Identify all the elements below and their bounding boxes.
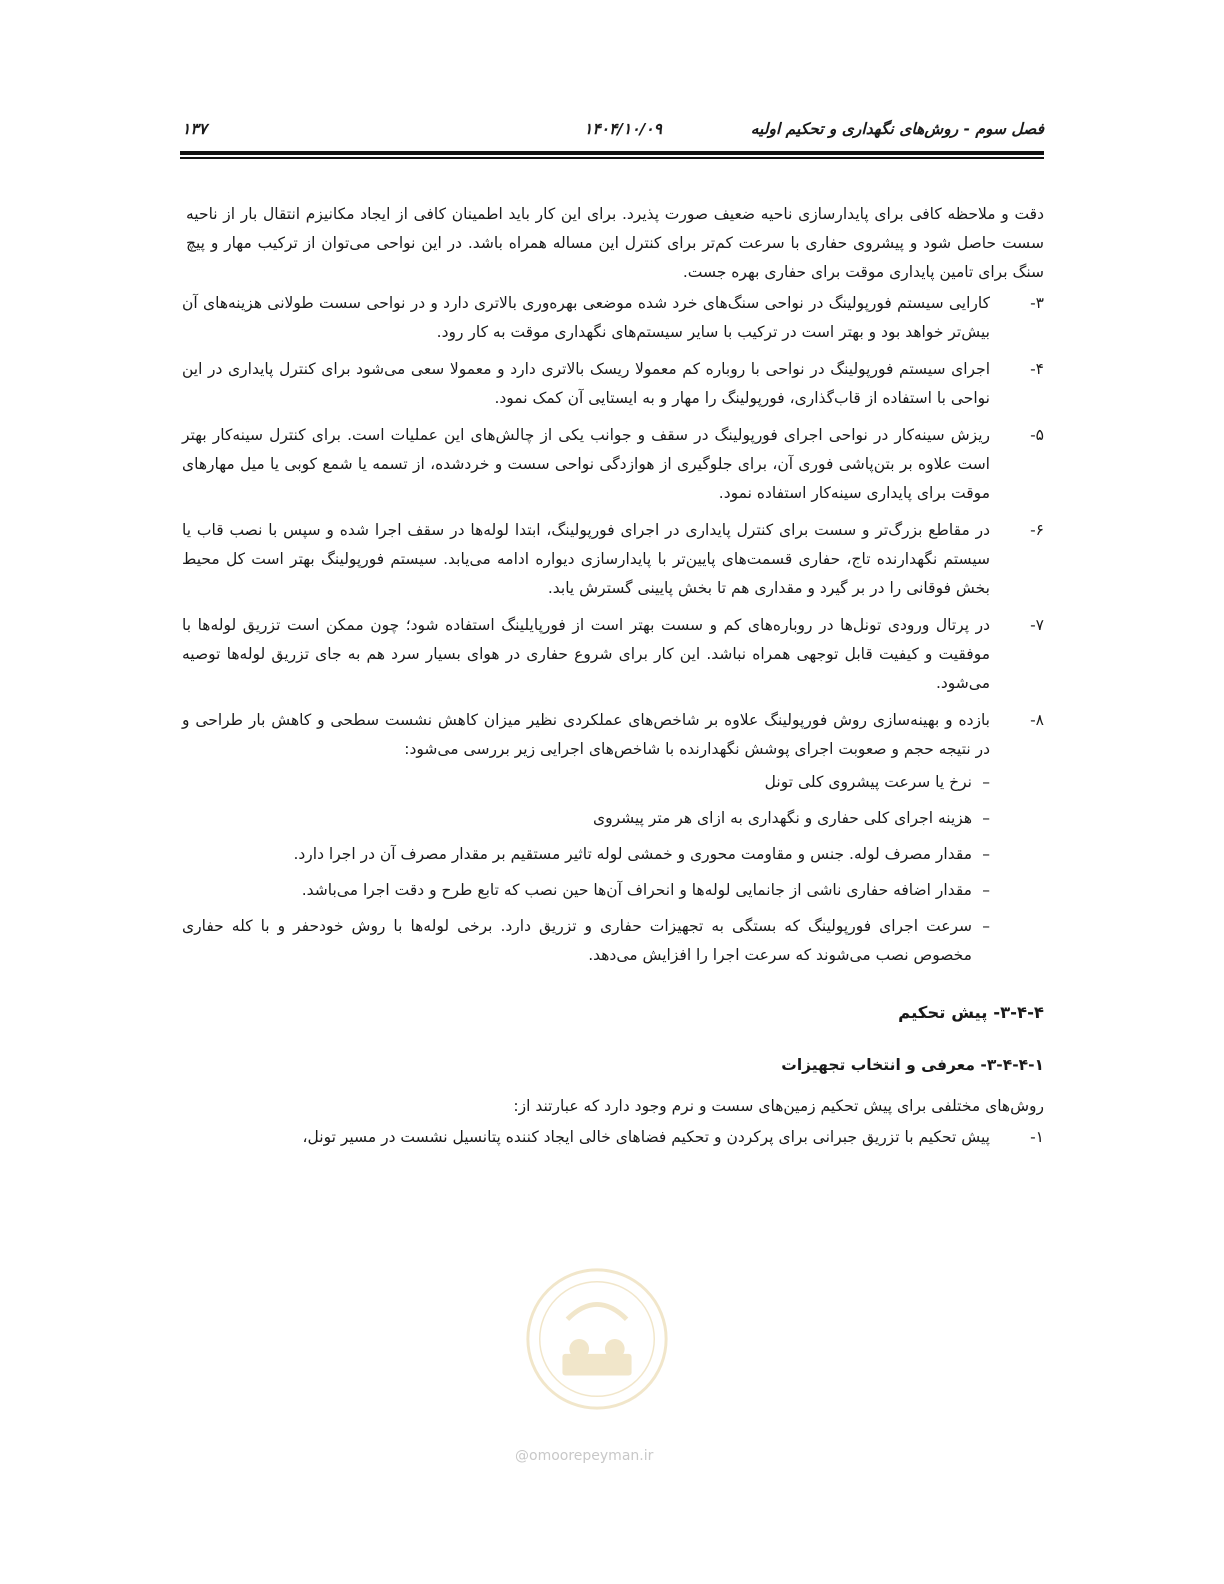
list-item <box>182 516 1044 603</box>
dash-list <box>182 768 1044 970</box>
intro-paragraph: دقت و ملاحظه کافی برای پایدارسازی ناحیه ضعیف صورت پذیرد. برای این کار باید اطمینان کافی از ایجاد مکانیزم انتقال بار از ناحیه سست حاصل شود و پیشروی حفاری با سرعت کم‌تر برای کنترل این مساله همراه باشد. در این نواحی می‌توان از ترکیب مهار و پیچ سنگ برای تامین پایداری موقت برای حفاری بهره جست. <box>186 205 1044 281</box>
dash-list-item <box>182 768 1044 797</box>
list-item-marker: ۱- <box>1030 1128 1044 1146</box>
page-content <box>182 200 1044 1160</box>
list-item <box>182 289 1044 347</box>
subsection-heading: ۳-۴-۴-۱- معرفی و انتخاب تجهیزات <box>781 1056 1044 1074</box>
list-item <box>182 421 1044 508</box>
page-header <box>180 120 1044 144</box>
dash-marker: – <box>982 845 990 863</box>
list-item-text: کارایی سیستم فورپولینگ در نواحی سنگ‌های خرد شده موضعی بهره‌وری بالاتری دارد و در نواحی سست طولانی هزینه‌های آن بیش‌تر خواهد بود و بهتر است در ترکیب با سایر سیستم‌های نگهداری موقت به کار رود. <box>182 294 990 341</box>
list-item-text: ریزش سینه‌کار در نواحی اجرای فورپولینگ در سقف و جوانب یکی از چالش‌های این عملیات است. برای کنترل سینه‌کار بهتر است علاوه بر بتن‌پاشی فوری آن، برای جلوگیری از هوازدگی نواحی سست و خردشده، از تسمه یا شمع کوبی یا میل مهارهای موقت برای پایداری سینه‌کار استفاده نمود. <box>182 426 990 502</box>
page-number: ۱۳۷ <box>182 120 207 138</box>
dash-item-text: مقدار مصرف لوله. جنس و مقاومت محوری و خمشی لوله تاثیر مستقیم بر مقدار مصرف آن در اجرا دارد. <box>293 845 972 863</box>
dash-list-item <box>182 840 1044 869</box>
list-item-marker: ۷- <box>1030 616 1044 634</box>
dash-list-item <box>182 912 1044 970</box>
numbered-list <box>182 289 1044 764</box>
dash-list-item <box>182 804 1044 833</box>
list-item-text: اجرای سیستم فورپولینگ در نواحی با روباره کم معمولا ریسک بالاتری دارد و معمولا سعی می‌شود برای کنترل پایداری در این نواحی با استفاده از قاب‌گذاری، فورپولینگ را مهار و به ایستایی آن کمک نمود. <box>182 360 990 407</box>
dash-marker: – <box>982 881 990 899</box>
dash-marker: – <box>982 809 990 827</box>
header-rule-thin <box>180 157 1044 159</box>
list-item-text: بازده و بهینه‌سازی روش فورپولینگ علاوه بر شاخص‌های عملکردی نظیر میزان کاهش نشست سطحی و کاهش بار طراحی و در نتیجه حجم و صعوبت اجرای پوشش نگهدارنده با شاخص‌های اجرایی زیر بررسی می‌شود: <box>182 711 990 758</box>
watermark-url: @omoorepeyman.ir <box>515 1448 654 1464</box>
dash-item-text: مقدار اضافه حفاری ناشی از جانمایی لوله‌ها و انحراف آن‌ها حین نصب که تابع طرح و دقت اجرا می‌باشد. <box>301 881 972 899</box>
dash-marker: – <box>982 917 990 935</box>
dash-item-text: سرعت اجرای فورپولینگ که بستگی به تجهیزات حفاری و تزریق دارد. برخی لوله‌ها با روش خودحفر و با کله حفاری مخصوص نصب می‌شوند که سرعت اجرا را افزایش می‌دهد. <box>182 917 972 964</box>
methods-list <box>182 1123 1044 1152</box>
list-item <box>182 706 1044 764</box>
list-item <box>182 611 1044 698</box>
section-heading: ۳-۴-۴- پیش تحکیم <box>898 1003 1044 1022</box>
dash-item-text: هزینه اجرای کلی حفاری و نگهداری به ازای هر متر پیشروی <box>592 809 972 827</box>
dash-marker: – <box>982 773 990 791</box>
methods-intro: روش‌های مختلفی برای پیش تحکیم زمین‌های سست و نرم وجود دارد که عبارتند از: <box>513 1097 1044 1115</box>
chapter-title: فصل سوم - روش‌های نگهداری و تحکیم اولیه <box>750 120 1044 138</box>
list-item-marker: ۳- <box>1030 294 1044 312</box>
list-item-marker: ۵- <box>1030 426 1044 444</box>
list-item-marker: ۸- <box>1030 711 1044 729</box>
list-item-text: در پرتال ورودی تونل‌ها در روباره‌های کم و سست بهتر است از فورپایلینگ استفاده شود؛ چون ممکن است تزریق لوله‌ها با موفقیت و کیفیت قابل توجهی همراه نباشد. این کار برای شروع حفاری در هوای بسیار سرد هم به جای تزریق لوله‌ها توصیه می‌شود. <box>182 616 990 692</box>
list-item-marker: ۴- <box>1030 360 1044 378</box>
list-item-marker: ۶- <box>1030 521 1044 539</box>
dash-item-text: نرخ یا سرعت پیشروی کلی تونل <box>764 773 972 791</box>
list-item-text: پیش تحکیم با تزریق جبرانی برای پرکردن و تحکیم فضاهای خالی ایجاد کننده پتانسیل نشست در مسیر تونل، <box>302 1128 990 1146</box>
watermark-logo <box>518 1260 676 1418</box>
dash-list-item <box>182 876 1044 905</box>
list-item-text: در مقاطع بزرگ‌تر و سست برای کنترل پایداری در اجرای فورپولینگ، ابتدا لوله‌ها در سقف اجرا شده و سپس با نصب قاب یا سیستم نگهدارنده تاج، حفاری قسمت‌های پایین‌تر با پایدارسازی دیواره ادامه می‌یابد. سیستم فورپولینگ بهتر است کل محیط بخش فوقانی را در بر گیرد و مقداری هم تا بخش پایینی گسترش یابد. <box>182 521 990 597</box>
header-rule-thick <box>180 151 1044 155</box>
list-item <box>182 355 1044 413</box>
header-date: ۱۴۰۴/۱۰/۰۹ <box>584 120 662 138</box>
list-item <box>182 1123 1044 1152</box>
